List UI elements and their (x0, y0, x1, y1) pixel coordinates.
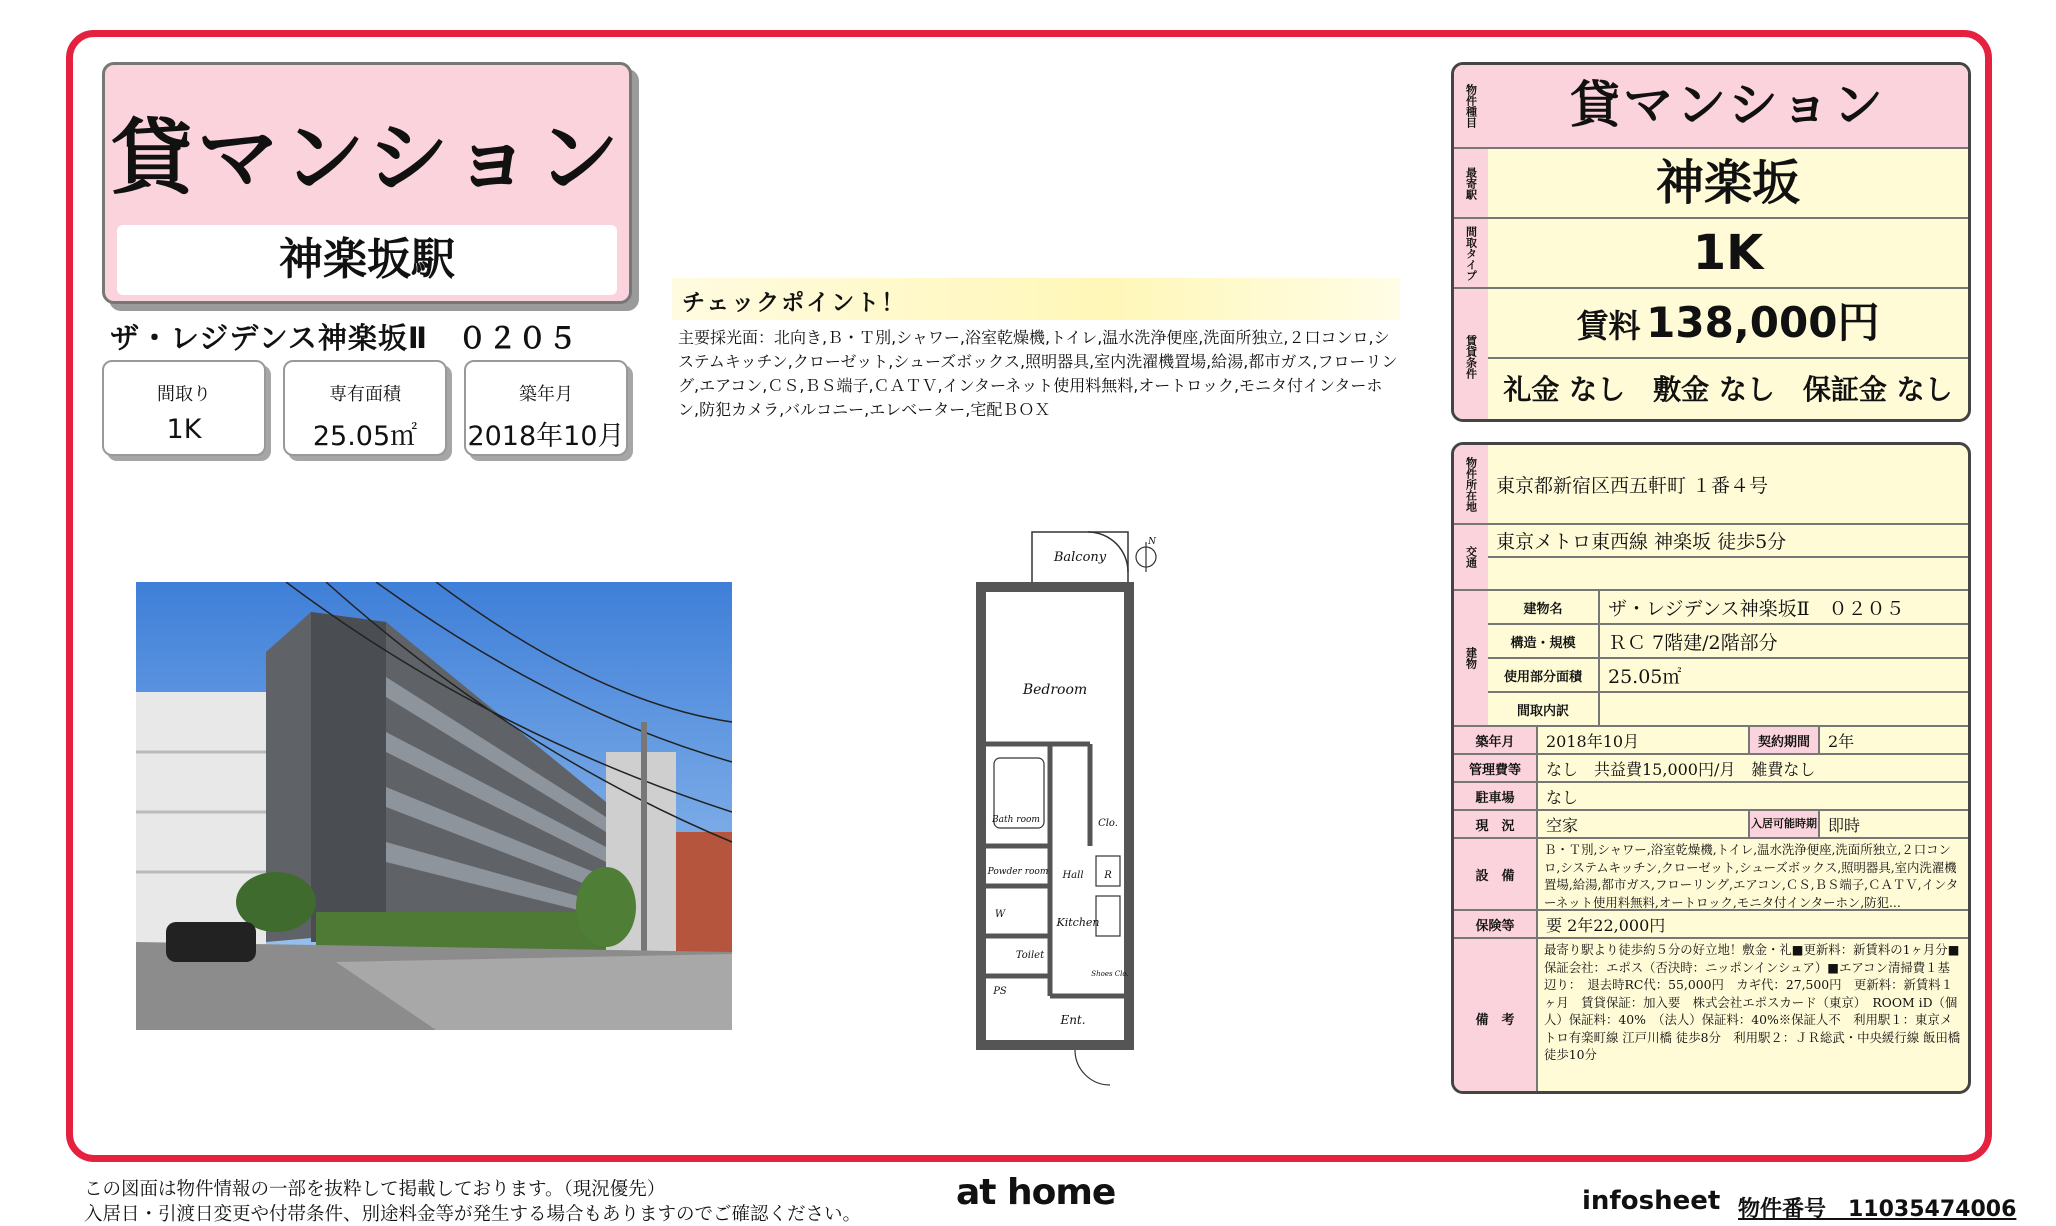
row-label: 使用部分面積 (1488, 659, 1600, 693)
row-label: 建物名 (1488, 591, 1600, 625)
label-contract: 契約期間 (1748, 727, 1820, 755)
remarks-value: 最寄り駅より徒歩約５分の好立地！敷金・礼■更新料：新賃料の1ヶ月分■保証会社：エポス（否決時：ニッポンインシュア）■エアコン清掃費１基辺り： 退去時RC代：55,000円 カギ代：27,500円 更新料：新賃料１ヶ月 賃貸保証：加入要 株式会社エポスカード（東京） ROOM iD（個人）保証料：40% （法人）保証料：40%※保証人不 利用駅１：東京メトロ有楽町線 江戸川橋 徒歩8分 利用駅２：ＪＲ総武・中央緩行線 飯田橋 徒歩10分 (1544, 942, 1961, 1062)
fp-ent: Ent. (1060, 1013, 1086, 1027)
north-arrow-icon: N (1148, 537, 1156, 547)
rent-label: 賃料 (1576, 307, 1641, 345)
equipment-value: Ｂ・Ｔ別,シャワー,浴室乾燥機,トイレ,温水洗浄便座,洗面所独立,２口コンロ,システムキッチン,クローゼット,シューズボックス,照明器具,室内洗濯機置場,給湯,都市ガス,フローリング,エアコン,ＣＳ,ＢＳ端子,ＣＡＴＶ,インターネット使用料無料,オートロック,モニタ付インターホン,防犯... (1538, 839, 1968, 911)
label-address: 物件所在地 (1454, 445, 1488, 525)
label-status: 現 況 (1454, 811, 1538, 839)
transport-empty (1488, 558, 1968, 591)
fp-r: R (1104, 870, 1112, 881)
spec-value: 1K (166, 414, 202, 445)
label-movein: 入居可能時期 (1748, 811, 1820, 839)
insurance-value: 要 2年22,000円 (1538, 911, 1968, 939)
spec-value: 25.05㎡ (312, 421, 418, 452)
movein-value: 即時 (1820, 811, 1968, 839)
label-type: 物件種目 (1454, 65, 1488, 149)
fp-toilet: Toilet (1015, 950, 1045, 961)
summary-table (1451, 62, 1971, 422)
summary-station: 神楽坂 (1488, 149, 1968, 219)
rent-value: 138,000円 (1646, 298, 1880, 347)
fp-kitchen: Kitchen (1056, 916, 1100, 929)
fp-clo: Clo. (1098, 818, 1118, 829)
label-transport: 交通 (1454, 525, 1488, 591)
summary-type: 貸マンション (1488, 65, 1968, 149)
station-name: 神楽坂駅 (117, 225, 617, 295)
spec-value: 2018年10月 (467, 421, 625, 452)
property-type-title: 貸マンション (110, 110, 624, 206)
footer-note-2: 入居日・引渡日変更や付帯条件、別途料金等が発生する場合もありますのでご確認ください。 (84, 1204, 862, 1225)
building-exterior-photo (136, 582, 732, 1030)
fees-value: なし 共益費15,000円/月 雑費なし (1538, 755, 1968, 783)
transport-value: 東京メトロ東西線 神楽坂 徒歩5分 (1488, 525, 1968, 558)
row-label: 構造・規模 (1488, 625, 1600, 659)
spec-built (464, 360, 628, 456)
spec-layout (102, 360, 266, 456)
floor-plan (950, 526, 1180, 1086)
row-label: 間取内訳 (1488, 693, 1600, 727)
label-equipment: 設 備 (1454, 839, 1538, 911)
label-fees: 管理費等 (1454, 755, 1538, 783)
checkpoint-title: チェックポイント！ (682, 290, 907, 316)
fp-hall: Hall (1062, 870, 1084, 881)
fp-balcony: Balcony (1053, 550, 1107, 565)
fp-bedroom: Bedroom (1022, 682, 1088, 698)
address-value: 東京都新宿区西五軒町 １番４号 (1488, 445, 1968, 525)
athome-logo: at home (956, 1172, 1116, 1213)
spec-label: 築年月 (519, 384, 573, 405)
checkpoint-text: 主要採光面：北向き,Ｂ・Ｔ別,シャワー,浴室乾燥機,トイレ,温水洗浄便座,洗面所独立,２口コンロ,システムキッチン,クローゼット,シューズボックス,照明器具,室内洗濯機置場,給湯,都市ガス,フローリング,エアコン,ＣＳ,ＢＳ端子,ＣＡＴＶ,インターネット使用料無料,オートロック,モニタ付インターホン,防犯カメラ,バルコニー,エレベーター,宅配ＢＯＸ (678, 328, 1398, 419)
row-value: ＲＣ 7階建/2階部分 (1600, 625, 1968, 659)
spec-area (283, 360, 447, 456)
spec-label: 専有面積 (329, 384, 401, 405)
summary-deposits: 礼金 なし 敷金 なし 保証金 なし (1503, 373, 1953, 406)
summary-layout: 1K (1488, 219, 1968, 289)
label-station: 最寄駅 (1454, 149, 1488, 219)
label-layout: 間取タイプ (1454, 219, 1488, 289)
fp-shoes: Shoes Clo. (1091, 970, 1129, 978)
fp-ps: PS (993, 986, 1007, 997)
row-value: ザ・レジデンス神楽坂Ⅱ ０２０５ (1600, 591, 1968, 625)
label-building: 建物 (1454, 591, 1488, 727)
label-built: 築年月 (1454, 727, 1538, 755)
spec-label: 間取り (157, 384, 211, 405)
label-insurance: 保険等 (1454, 911, 1538, 939)
fp-bath: Bath room (992, 815, 1040, 825)
parking-value: なし (1538, 783, 1968, 811)
property-number: 物件番号 11035474006 (1738, 1197, 2017, 1222)
fp-powder: Powder room (987, 867, 1049, 877)
status-value: 空家 (1538, 811, 1748, 839)
fp-w: W (994, 909, 1006, 920)
footer-note-1: この図面は物件情報の一部を抜粋して掲載しております。（現況優先） (84, 1179, 666, 1200)
property-type-card (102, 62, 632, 304)
building-name: ザ・レジデンス神楽坂Ⅱ ０２０５ (110, 321, 578, 355)
label-parking: 駐車場 (1454, 783, 1538, 811)
contract-value: 2年 (1820, 727, 1968, 755)
label-conditions: 賃貸条件 (1454, 289, 1488, 422)
row-value (1600, 693, 1968, 727)
label-remarks: 備 考 (1454, 939, 1538, 1094)
details-table (1451, 442, 1971, 1094)
summary-rent (1488, 289, 1968, 359)
built-value: 2018年10月 (1538, 727, 1748, 755)
row-value: 25.05㎡ (1600, 659, 1968, 693)
infosheet-label: infosheet (1582, 1186, 1721, 1216)
